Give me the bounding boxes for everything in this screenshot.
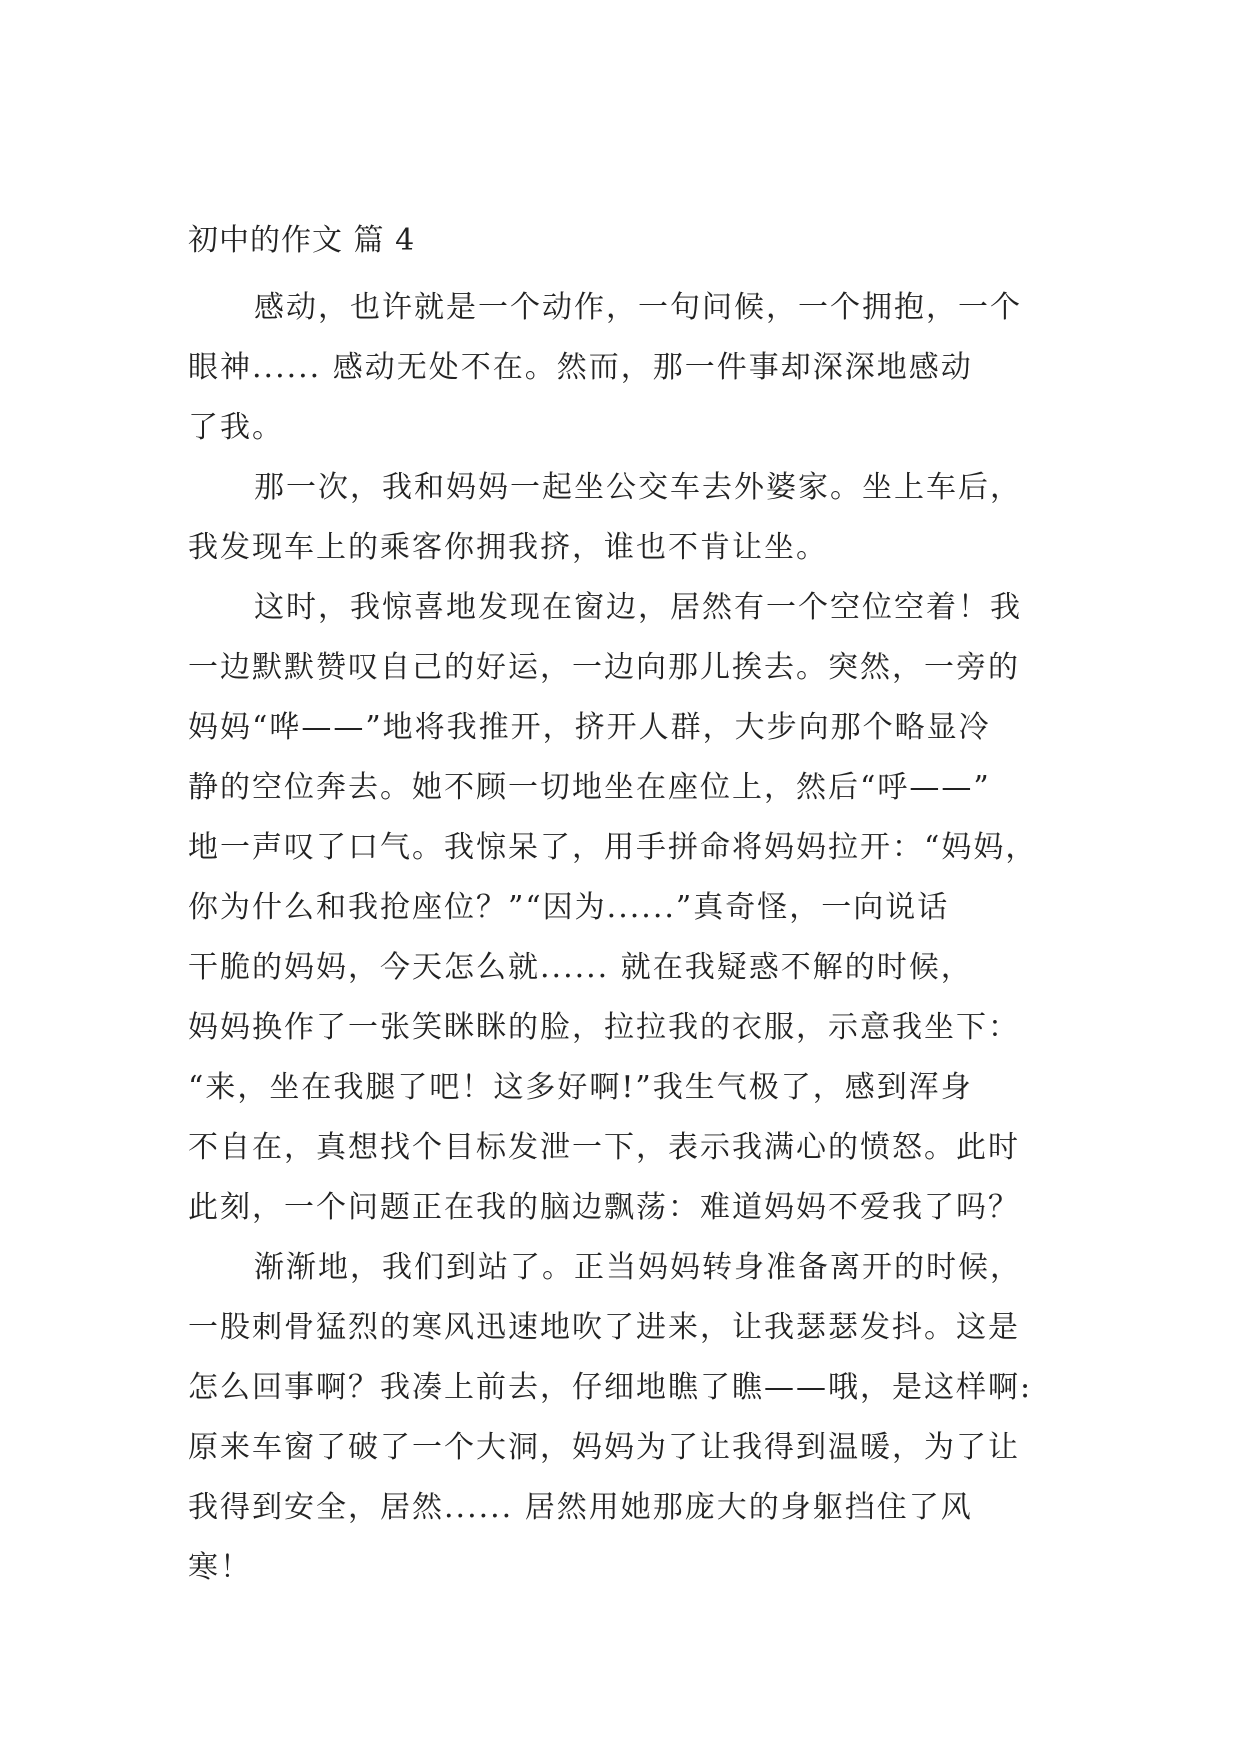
paragraph-2 — [188, 458, 1048, 578]
essay-title: 初中的作文 篇 4 — [188, 223, 416, 258]
paragraph-4 — [188, 1238, 1048, 1598]
essay-content — [188, 222, 1048, 1598]
paragraph-line: 寒！ — [188, 1550, 252, 1585]
paragraph-line: 感动，也许就是一个动作，一句问候，一个拥抱，一个 — [254, 290, 1022, 325]
paragraph-line: 原来车窗了破了一个大洞，妈妈为了让我得到温暖，为了让 — [188, 1430, 1020, 1465]
paragraph-line: 了我。 — [188, 410, 284, 445]
paragraph-1 — [188, 278, 1048, 458]
paragraph-line: 你为什么和我抢座位？”“因为......”真奇怪，一向说话 — [188, 890, 950, 925]
paragraph-line: 静的空位奔去。她不顾一切地坐在座位上，然后“呼——” — [188, 770, 991, 805]
paragraph-line: 一股刺骨猛烈的寒风迅速地吹了进来，让我瑟瑟发抖。这是 — [188, 1310, 1020, 1345]
paragraph-line: 这时，我惊喜地发现在窗边，居然有一个空位空着！我 — [254, 590, 1022, 625]
paragraph-line: 一边默默赞叹自己的好运，一边向那儿挨去。突然，一旁的 — [188, 650, 1020, 685]
paragraph-line: 怎么回事啊？我凑上前去，仔细地瞧了瞧——哦，是这样啊: — [188, 1370, 1033, 1405]
paragraph-line: 干脆的妈妈，今天怎么就...... 就在我疑惑不解的时候， — [188, 950, 973, 985]
paragraph-line: 我得到安全，居然...... 居然用她那庞大的身躯挡住了风 — [188, 1490, 973, 1525]
paragraph-line: 妈妈换作了一张笑眯眯的脸，拉拉我的衣服，示意我坐下： — [188, 1010, 1020, 1045]
paragraph-line: 我发现车上的乘客你拥我挤，谁也不肯让坐。 — [188, 530, 828, 565]
paragraph-line: 那一次，我和妈妈一起坐公交车去外婆家。坐上车后， — [254, 470, 1022, 505]
paragraph-line: 眼神...... 感动无处不在。然而，那一件事却深深地感动 — [188, 350, 973, 385]
paragraph-line: 此刻，一个问题正在我的脑边飘荡：难道妈妈不爱我了吗？ — [188, 1190, 1020, 1225]
paragraph-line: “来，坐在我腿了吧！这多好啊!”我生气极了，感到浑身 — [188, 1070, 973, 1105]
paragraph-line: 妈妈“哗——”地将我推开，挤开人群，大步向那个略显冷 — [188, 710, 991, 745]
paragraph-line: 地一声叹了口气。我惊呆了，用手拼命将妈妈拉开：“妈妈， — [188, 830, 1038, 865]
paragraph-line: 不自在，真想找个目标发泄一下，表示我满心的愤怒。此时 — [188, 1130, 1020, 1165]
paragraph-line: 渐渐地，我们到站了。正当妈妈转身准备离开的时候， — [254, 1250, 1022, 1285]
paragraph-3 — [188, 578, 1048, 1238]
